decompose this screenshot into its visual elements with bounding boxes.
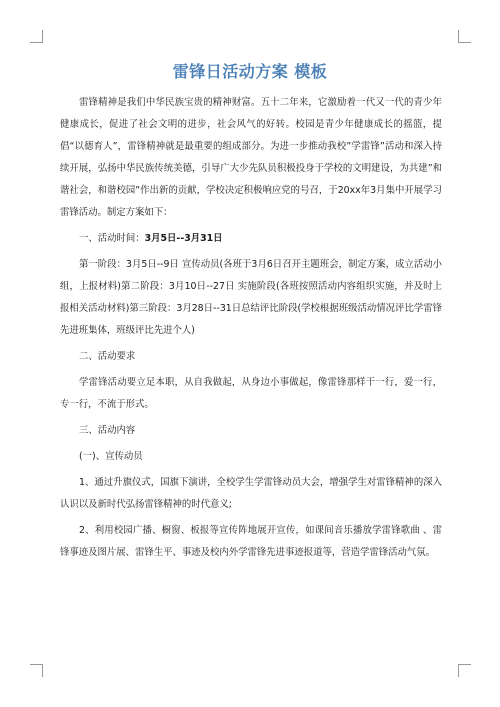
section-activity-time-value: 3月5日--3月31日 [144, 233, 223, 244]
crop-mark-top-right [458, 30, 471, 43]
phases-paragraph: 第一阶段：3月5日--9日 宣传动员(各班于3月6日召开主题班会，制定方案，成立活动小组，上报材料)第二阶段：3月10日--27日 实施阶段(各班按照活动内容组织实施，并及时上报相关活动材料)第三阶段：3月28日--31日总结评比阶段(学校根据班级活动情况评比学雷锋先进班集体，班级评比先进个人) [60, 259, 442, 336]
intro-paragraph: 雷锋精神是我们中华民族宝贵的精神财富。五十二年来，它激励着一代又一代的青少年健康成长，促进了社会文明的进步，社会风气的好转。校园是青少年健康成长的摇篮，提倡“以德育人”，雷锋精神就是最重要的组成部分。为进一步推动我校”学雷锋”活动和深入持续开展，弘扬中华民族传统美德，引导广大少先队员积极投身于学校的文明建设，为共建”和谐社会，和谐校园”作出新的贡献，学校决定积极响应党的号召，于20xx年3月集中开展学习雷锋活动。制定方案如下： [60, 97, 442, 218]
content-item-2: 2、利用校园广播、橱窗、板报等宣传阵地展开宣传，如课间音乐播放学雷锋歌曲 、雷锋事迹及图片展、雷锋生平、事迹及校内外学雷锋先进事迹报道等，营造学雷锋活动气氛。 [60, 525, 442, 558]
content-item-1: 1、通过升旗仪式，国旗下演讲，全校学生学雷锋动员大会，增强学生对雷锋精神的深入认识以及新时代弘扬雷锋精神的时代意义; [60, 477, 442, 510]
document-body [60, 92, 442, 564]
subsection-publicity-heading: (一)、宣传动员 [79, 451, 143, 462]
document-title: 雷锋日活动方案 模板 [172, 62, 328, 81]
crop-mark-bottom-left [30, 664, 43, 677]
crop-mark-top-left [30, 30, 43, 43]
requirements-paragraph: 学雷锋活动要立足本职，从自我做起，从身边小事做起，像雷锋那样干一行，爱一行，专一行，不流于形式。 [60, 377, 442, 410]
section-requirements-heading: 二、活动要求 [79, 351, 136, 362]
crop-mark-bottom-right [458, 664, 471, 677]
section-activity-time [60, 228, 442, 250]
section-content-heading: 三、活动内容 [79, 425, 136, 436]
section-activity-time-label: 一、活动时间： [79, 233, 145, 244]
